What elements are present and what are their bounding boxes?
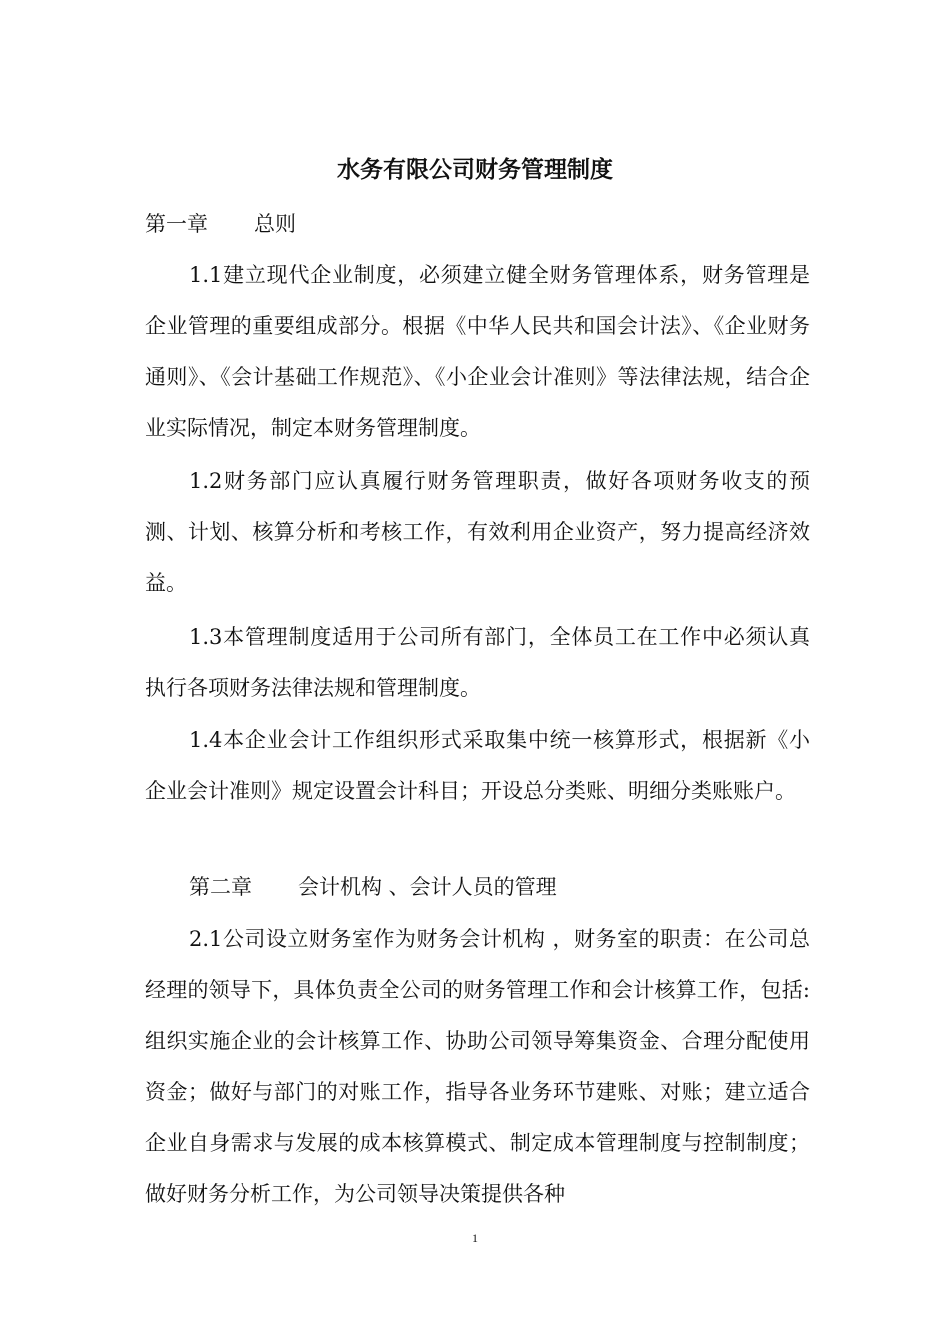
page-number: 1 xyxy=(472,1231,478,1245)
chapter-1-name: 总则 xyxy=(254,212,296,236)
chapter-2-name: 会计机构 、会计人员的管理 xyxy=(298,875,557,899)
paragraph-1-3: 1.3本管理制度适用于公司所有部门，全体员工在工作中必须认真执行各项财务法律法规和管理制度。 xyxy=(145,625,810,700)
chapter-2-heading xyxy=(189,872,557,902)
chapter-1-label: 第一章 xyxy=(145,212,208,236)
paragraph-1-4: 1.4本企业会计工作组织形式采取集中统一核算形式，根据新《小企业会计准则》规定设置会计科目；开设总分类账、明细分类账账户。 xyxy=(145,728,810,803)
document-title: 水务有限公司财务管理制度 xyxy=(337,157,613,183)
chapter-2-label: 第二章 xyxy=(189,875,252,899)
paragraph-1-1: 1.1建立现代企业制度，必须建立健全财务管理体系，财务管理是企业管理的重要组成部分。根据《中华人民共和国会计法》、《企业财务通则》、《会计基础工作规范》、《小企业会计准则》等法律法规，结合企业实际情况，制定本财务管理制度。 xyxy=(145,263,810,440)
paragraph-1-2: 1.2财务部门应认真履行财务管理职责，做好各项财务收支的预测、计划、核算分析和考核工作，有效利用企业资产，努力提高经济效益。 xyxy=(145,469,810,595)
chapter-1-heading xyxy=(145,209,296,239)
paragraph-2-1: 2.1公司设立财务室作为财务会计机构 ，财务室的职责：在公司总经理的领导下，具体负责全公司的财务管理工作和会计核算工作，包括:组织实施企业的会计核算工作、协助公司领导筹集资金、合理分配使用资金；做好与部门的对账工作，指导各业务环节建账、对账；建立适合企业自身需求与发展的成本核算模式、制定成本管理制度与控制制度；做好财务分析工作，为公司领导决策提供各种 xyxy=(145,927,810,1206)
